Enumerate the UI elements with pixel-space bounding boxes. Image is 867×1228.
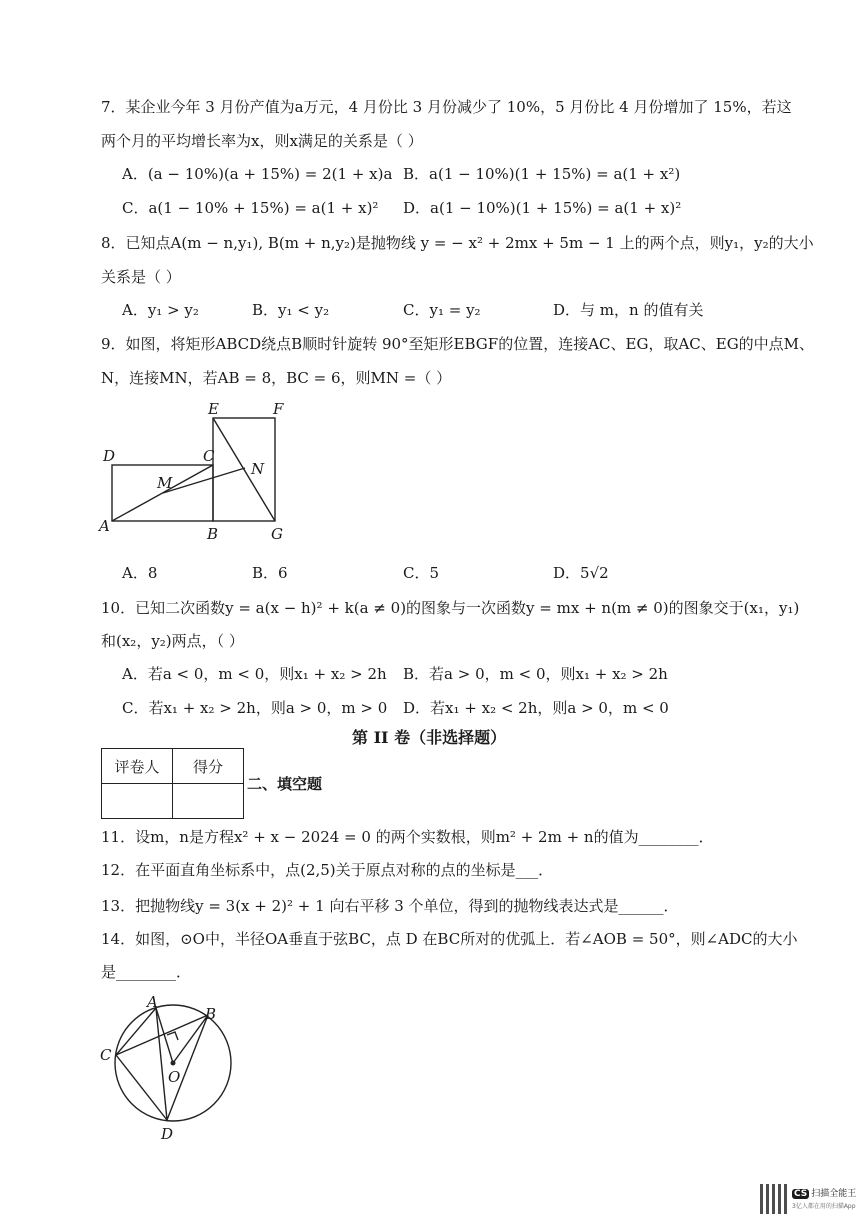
label-b: B: [207, 525, 219, 543]
q10-option-c: C．若x₁ + x₂ > 2h，则a > 0，m > 0: [122, 699, 388, 717]
q10-option-d: D．若x₁ + x₂ < 2h，则a > 0，m < 0: [403, 699, 669, 717]
label-g: G: [271, 525, 283, 543]
q9-option-a: A．8: [122, 564, 158, 582]
label-d: D: [103, 447, 116, 465]
segment-mn: [163, 468, 245, 493]
q7-option-b: B．a(1 − 10%)(1 + 15%) = a(1 + x²): [403, 165, 681, 183]
label-o: O: [168, 1068, 181, 1086]
score-table: [101, 748, 244, 819]
q14-stem-line1: 14．如图，⊙O中，半径OA垂直于弦BC，点 D 在BC所对的优弧上．若∠AOB = 50°，则∠ADC的大小: [101, 930, 798, 948]
q10-stem-line1: 10．已知二次函数y = a(x − h)² + k(a ≠ 0)的图象与一次函数y = mx + n(m ≠ 0)的图象交于(x₁，y₁): [101, 599, 800, 617]
label-m: M: [157, 474, 173, 492]
q13-stem: 13．把抛物线y = 3(x + 2)² + 1 向右平移 3 个单位，得到的抛物线表达式是______．: [101, 897, 679, 915]
part2-title: 第 II 卷（非选择题）: [352, 728, 507, 747]
q7-option-d: D．a(1 − 10%)(1 + 15%) = a(1 + x)²: [403, 199, 682, 217]
section-fill-in-blank: 二、填空题: [247, 775, 323, 793]
grader-cell: [102, 784, 173, 819]
q8-option-b: B．y₁ < y₂: [252, 301, 330, 319]
scanner-name: 扫描全能王: [811, 1189, 857, 1199]
q14-circle-figure: [95, 995, 245, 1145]
q9-option-b: B．6: [252, 564, 288, 582]
qr-code-icon: [760, 1184, 790, 1214]
label-n: N: [251, 460, 265, 478]
label-a: A: [147, 995, 158, 1011]
scanner-watermark: [792, 1186, 856, 1199]
segment-eg: [213, 418, 275, 521]
score-header: 得分: [173, 749, 244, 784]
q10-option-a: A．若a < 0，m < 0，则x₁ + x₂ > 2h: [122, 665, 387, 683]
q12-stem: 12．在平面直角坐标系中，点(2,5)关于原点对称的点的坐标是___．: [101, 861, 554, 879]
center-dot: [171, 1061, 176, 1066]
q7-stem-line2: 两个月的平均增长率为x，则x满足的关系是（ ）: [101, 132, 423, 150]
q8-option-a: A．y₁ > y₂: [122, 301, 199, 319]
label-b: B: [205, 1005, 217, 1023]
scanner-tagline: 3亿人都在用的扫描App: [792, 1203, 856, 1210]
q7-option-c: C．a(1 − 10% + 15%) = a(1 + x)²: [122, 199, 379, 217]
q7-stem-line1: 7．某企业今年 3 月份产值为a万元，4 月份比 3 月份减少了 10%，5 月份比 4 月份增加了 15%，若这: [101, 98, 792, 116]
label-e: E: [208, 400, 219, 418]
q10-stem-line2: 和(x₂，y₂)两点，（ ）: [101, 632, 244, 650]
q7-option-a: A．(a − 10%)(a + 15%) = 2(1 + x)a: [122, 165, 393, 183]
label-d: D: [161, 1125, 174, 1143]
q11-stem: 11．设m，n是方程x² + x − 2024 = 0 的两个实数根，则m² + 2m + n的值为________．: [101, 828, 714, 846]
segment-cd: [116, 1055, 167, 1120]
label-c: C: [203, 447, 215, 465]
q10-option-b: B．若a > 0，m < 0，则x₁ + x₂ > 2h: [403, 665, 668, 683]
q9-stem-line2: N，连接MN，若AB = 8，BC = 6，则MN =（ ）: [101, 369, 452, 387]
q14-stem-line2: 是________．: [101, 963, 192, 981]
score-cell: [173, 784, 244, 819]
q9-option-c: C．5: [403, 564, 440, 582]
grader-header: 评卷人: [102, 749, 173, 784]
label-c: C: [100, 1046, 112, 1064]
q8-option-d: D．与 m，n 的值有关: [553, 301, 704, 319]
q9-rectangle-figure: [95, 398, 305, 548]
label-f: F: [273, 400, 284, 418]
right-angle-mark: [167, 1032, 178, 1040]
label-a: A: [99, 517, 110, 535]
cs-logo-icon: CS: [794, 1189, 808, 1199]
segment-ac: [116, 1008, 156, 1055]
q9-option-d: D．5√2: [553, 564, 609, 582]
q8-option-c: C．y₁ = y₂: [403, 301, 481, 319]
q8-stem-line1: 8．已知点A(m − n,y₁), B(m + n,y₂)是抛物线 y = − x² + 2mx + 5m − 1 上的两个点，则y₁，y₂的大小: [101, 234, 814, 252]
q9-stem-line1: 9．如图，将矩形ABCD绕点B顺时针旋转 90°至矩形EBGF的位置，连接AC、EG，取AC、EG的中点M、: [101, 335, 815, 353]
q8-stem-line2: 关系是（ ）: [101, 268, 181, 286]
